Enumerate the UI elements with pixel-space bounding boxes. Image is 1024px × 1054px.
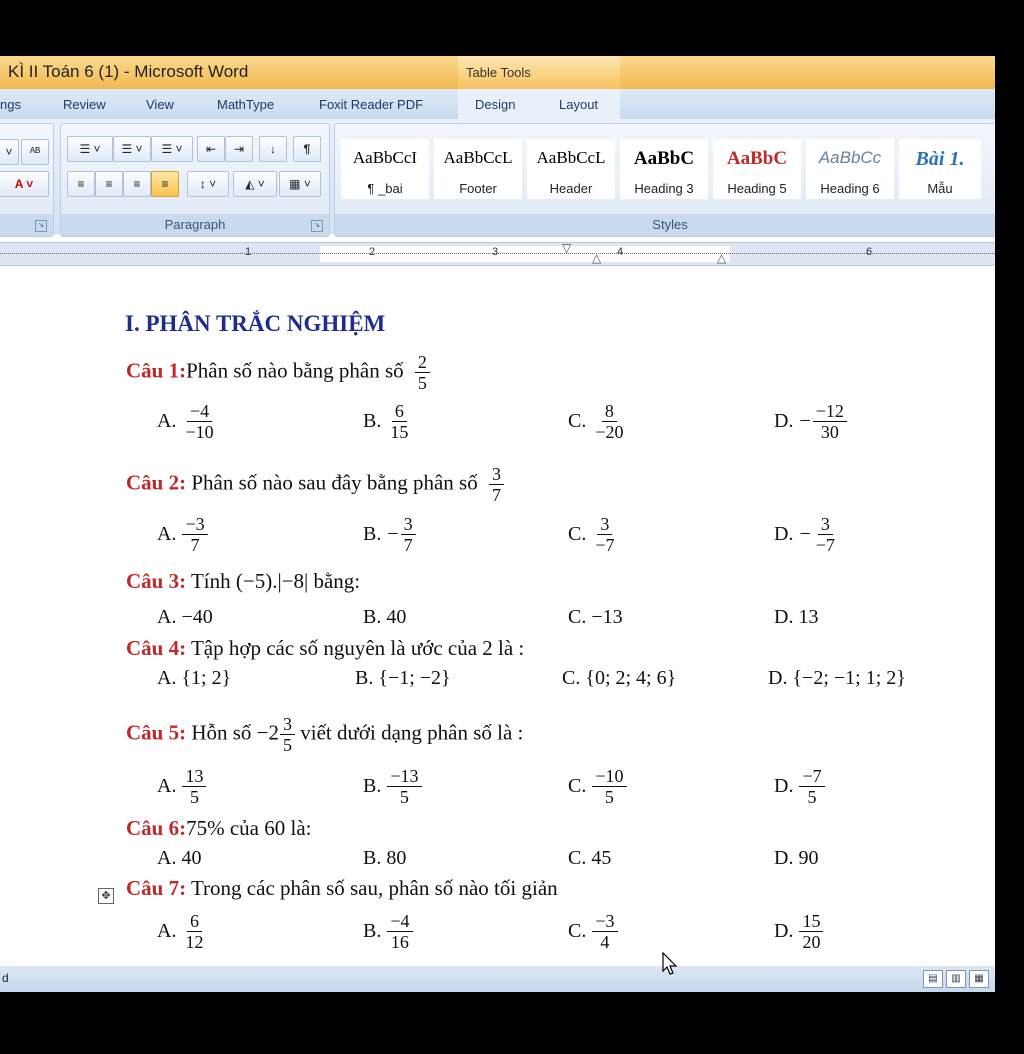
option-letter: B. (363, 410, 382, 432)
paragraph-launcher-icon[interactable]: ↘ (311, 220, 323, 232)
question-label: Câu 1: (126, 358, 187, 383)
option-letter: A. (157, 410, 177, 432)
numbering-icon[interactable]: ☰ ˅ (113, 136, 151, 162)
option-letter: D. (774, 775, 794, 797)
question-4 (126, 636, 524, 661)
question-3 (126, 569, 360, 594)
question-label: Câu 3: (126, 569, 187, 593)
show-marks-icon[interactable]: ¶ (293, 136, 321, 162)
fraction-numerator: −10 (592, 766, 626, 787)
tab-mailings[interactable]: ngs (0, 97, 21, 112)
fraction-denominator: 16 (390, 932, 409, 952)
question-label: Câu 7: (126, 876, 187, 900)
option-letter: D. (774, 523, 794, 545)
hanging-indent-marker[interactable]: △ (592, 251, 602, 265)
word-window (0, 56, 995, 992)
font-size-dropdown[interactable]: ˅ (0, 139, 19, 165)
fraction-denominator: −10 (185, 422, 214, 442)
option-letter: D. (774, 410, 794, 432)
web-layout-icon[interactable]: ▦ (969, 970, 989, 988)
tab-foxit-reader-pdf[interactable]: Foxit Reader PDF (319, 97, 424, 112)
minus-sign: − (799, 523, 811, 545)
option-4b (355, 667, 451, 690)
fraction-numerator: 6 (187, 911, 202, 932)
option-7b (363, 911, 413, 952)
fraction-numerator: 3 (489, 464, 504, 485)
fraction-numerator: −13 (387, 766, 421, 787)
ruler-number: 2 (369, 246, 376, 258)
fraction-denominator: 4 (600, 932, 610, 952)
option-5b (363, 766, 422, 807)
option-letter: D. (774, 606, 794, 628)
styles-group-label: Styles (335, 214, 995, 236)
option-value: 45 (591, 847, 612, 869)
style-name: Heading 6 (820, 181, 880, 196)
style-preview: AaBbCcL (443, 148, 513, 167)
table-tools-label: Table Tools (466, 65, 531, 80)
align-center-icon[interactable]: ≡ (95, 171, 123, 197)
option-value: 40 (181, 847, 202, 869)
question-text-after: viết dưới dạng phân số là : (295, 720, 524, 745)
minus-sign: − (387, 523, 399, 545)
status-text: d (2, 971, 9, 985)
option-letter: B. (363, 920, 382, 942)
option-letter: B. (363, 523, 382, 545)
option-letter: B. (355, 667, 374, 689)
font-color-icon[interactable]: A ˅ (0, 171, 49, 197)
fraction-numerator: −3 (592, 911, 617, 932)
style-preview: AaBbC (633, 148, 695, 169)
question-7 (126, 876, 558, 901)
fraction-numerator: −4 (387, 911, 412, 932)
option-letter: D. (768, 667, 788, 689)
option-6b (363, 847, 406, 870)
style-bai[interactable] (341, 139, 429, 199)
option-value: 13 (798, 606, 819, 628)
tab-design[interactable]: Design (475, 97, 516, 112)
clear-format-icon[interactable]: ᴬᴮ (21, 139, 49, 165)
ruler-number: 3 (492, 246, 499, 258)
option-1b (363, 401, 411, 442)
ruler-number: 1 (245, 246, 252, 258)
fraction-numerator: −7 (799, 766, 824, 787)
style-preview: AaBbCcL (536, 148, 606, 167)
ruler-number: 4 (617, 246, 624, 258)
question-6 (126, 816, 311, 841)
first-line-indent-marker[interactable]: ▽ (562, 241, 572, 255)
fraction-numerator: 3 (818, 514, 833, 535)
fraction-numerator: −3 (182, 514, 207, 535)
fraction-denominator: 7 (403, 535, 413, 555)
question-5 (126, 714, 523, 755)
style-heading-6[interactable] (806, 139, 894, 199)
option-6d (774, 847, 818, 870)
option-letter: C. (568, 775, 587, 797)
option-2d (774, 514, 838, 555)
option-3a (157, 606, 213, 629)
fraction-denominator: −20 (595, 422, 624, 442)
question-text: Hỗn số −2 (186, 720, 280, 745)
fraction-numerator: −12 (813, 401, 847, 422)
style-preview: Bài 1. (915, 148, 965, 170)
option-value: 90 (798, 847, 819, 869)
ribbon-tabs (0, 89, 995, 119)
sort-icon[interactable]: ↓ (259, 136, 287, 162)
option-5d (774, 766, 825, 807)
option-letter: A. (157, 606, 177, 628)
styles-group (334, 123, 995, 237)
fraction-numerator: −4 (187, 401, 212, 422)
fraction-denominator: 5 (399, 787, 409, 807)
option-letter: C. (562, 667, 581, 689)
style-preview: AaBbCcI (352, 148, 418, 167)
style-name: Mẫu (927, 181, 953, 196)
fraction-denominator: 5 (807, 787, 817, 807)
question-1 (126, 352, 430, 393)
option-letter: C. (568, 847, 587, 869)
right-indent-marker[interactable]: △ (717, 251, 727, 265)
fraction-denominator: 5 (604, 787, 614, 807)
ruler-number: 6 (866, 246, 873, 258)
option-letter: C. (568, 920, 587, 942)
question-text: 75% của 60 là: (186, 816, 312, 840)
option-5a (157, 766, 206, 807)
option-letter: D. (774, 847, 794, 869)
fraction-numerator: 2 (415, 352, 430, 373)
option-value: {1; 2} (181, 667, 232, 689)
multilevel-list-icon[interactable]: ☰ ˅ (151, 136, 193, 162)
option-4d (768, 667, 906, 690)
tab-layout[interactable]: Layout (559, 97, 599, 112)
fraction-denominator: −7 (595, 535, 615, 555)
style-name: Footer (459, 181, 497, 196)
option-value: −13 (591, 606, 623, 628)
fraction-numerator: 6 (392, 401, 407, 422)
view-buttons (923, 970, 989, 988)
fraction-numerator: 3 (597, 514, 612, 535)
document-page[interactable] (0, 266, 995, 966)
question-label: Câu 2: (126, 470, 187, 495)
option-letter: A. (157, 920, 177, 942)
option-1c (568, 401, 627, 442)
question-2 (126, 464, 504, 505)
ribbon (0, 119, 995, 234)
fraction-numerator: 3 (280, 714, 295, 735)
option-letter: A. (157, 847, 177, 869)
paragraph-group (60, 123, 330, 237)
style-mau[interactable] (899, 139, 981, 199)
title-bar (0, 56, 995, 89)
option-letter: C. (568, 606, 587, 628)
line-spacing-icon[interactable]: ↕ ˅ (187, 171, 229, 197)
tab-review[interactable]: Review (63, 97, 106, 112)
option-4c (562, 667, 676, 690)
font-launcher-icon[interactable]: ↘ (35, 220, 47, 232)
option-value: {−1; −2} (378, 667, 451, 689)
question-label: Câu 6: (126, 816, 187, 840)
question-text: Phân số nào sau đây bằng phân số (186, 470, 478, 495)
horizontal-ruler[interactable] (0, 242, 995, 266)
option-6c (568, 847, 611, 870)
option-letter: C. (568, 523, 587, 545)
paragraph-group-label: Paragraph (61, 214, 329, 236)
style-name: Heading 3 (634, 181, 694, 196)
borders-icon[interactable]: ▦ ˅ (279, 171, 321, 197)
bullets-icon[interactable]: ☰ ˅ (67, 136, 113, 162)
option-3c (568, 606, 623, 629)
option-value: −40 (181, 606, 213, 628)
align-right-icon[interactable]: ≡ (123, 171, 151, 197)
fraction-numerator: 13 (182, 766, 206, 787)
option-6a (157, 847, 201, 870)
decrease-indent-icon[interactable]: ⇤ (197, 136, 225, 162)
style-heading-5[interactable] (713, 139, 801, 199)
shading-icon[interactable]: ◭ ˅ (233, 171, 277, 197)
fraction-denominator: 15 (390, 422, 409, 442)
option-letter: B. (363, 775, 382, 797)
option-2c (568, 514, 618, 555)
style-header[interactable] (527, 139, 615, 199)
mouse-cursor-icon (662, 952, 678, 976)
option-letter: A. (157, 667, 177, 689)
justify-icon[interactable]: ≡ (151, 171, 179, 197)
question-text: Trong các phân số sau, phân số nào tối giản (186, 876, 558, 900)
question-text: Tính (−5).|−8| bằng: (186, 569, 361, 593)
option-letter: C. (568, 410, 587, 432)
option-1d (774, 401, 847, 442)
fraction-denominator: 5 (189, 787, 199, 807)
option-value: 40 (386, 606, 407, 628)
option-7c (568, 911, 618, 952)
option-letter: D. (774, 920, 794, 942)
option-value: {0; 2; 4; 6} (585, 667, 677, 689)
option-2a (157, 514, 208, 555)
minus-sign: − (799, 410, 811, 432)
table-move-handle-icon[interactable]: ✥ (98, 888, 114, 904)
style-preview: AaBbCc (818, 148, 882, 167)
fraction-denominator: 7 (190, 535, 200, 555)
option-5c (568, 766, 627, 807)
question-text: Tập hợp các số nguyên là ước của 2 là : (186, 636, 525, 660)
option-3d (774, 606, 818, 629)
style-name: Heading 5 (727, 181, 787, 196)
style-heading-3[interactable] (620, 139, 708, 199)
section-heading: I. PHÂN TRẮC NGHIỆM (125, 311, 386, 336)
fraction-denominator: 7 (491, 485, 501, 505)
option-1a (157, 401, 217, 442)
align-left-icon[interactable]: ≡ (67, 171, 95, 197)
option-7a (157, 911, 206, 952)
increase-indent-icon[interactable]: ⇥ (225, 136, 253, 162)
full-screen-reading-icon[interactable]: ▥ (946, 970, 966, 988)
option-4a (157, 667, 231, 690)
font-group (0, 123, 54, 237)
option-letter: A. (157, 775, 177, 797)
fraction-denominator: 5 (417, 373, 427, 393)
option-3b (363, 606, 406, 629)
fraction-denominator: −7 (815, 535, 835, 555)
style-name: Header (549, 181, 593, 196)
option-2b (363, 514, 416, 555)
question-text: Phân số nào bằng phân số (186, 358, 404, 383)
fraction-denominator: 5 (283, 735, 293, 755)
table-tools-context (458, 56, 620, 89)
fraction-denominator: 30 (820, 422, 839, 442)
option-letter: A. (157, 523, 177, 545)
print-layout-icon[interactable]: ▤ (923, 970, 943, 988)
fraction-denominator: 20 (802, 932, 821, 952)
question-label: Câu 5: (126, 720, 187, 745)
window-title: KÌ II Toán 6 (1) - Microsoft Word (8, 62, 249, 81)
tab-view[interactable]: View (146, 97, 174, 112)
style-footer[interactable] (434, 139, 522, 199)
status-bar (0, 966, 995, 992)
fraction-numerator: 15 (799, 911, 823, 932)
style-name: ¶ _bai (367, 181, 403, 196)
question-label: Câu 4: (126, 636, 187, 660)
fraction-numerator: 3 (401, 514, 416, 535)
option-value: {−2; −1; 1; 2} (792, 667, 906, 689)
tab-mathtype[interactable]: MathType (217, 97, 275, 112)
fraction-denominator: 12 (185, 932, 204, 952)
option-7d (774, 911, 823, 952)
style-preview: AaBbC (726, 148, 788, 169)
fraction-numerator: 8 (602, 401, 617, 422)
option-letter: B. (363, 606, 382, 628)
option-letter: B. (363, 847, 382, 869)
option-value: 80 (386, 847, 407, 869)
